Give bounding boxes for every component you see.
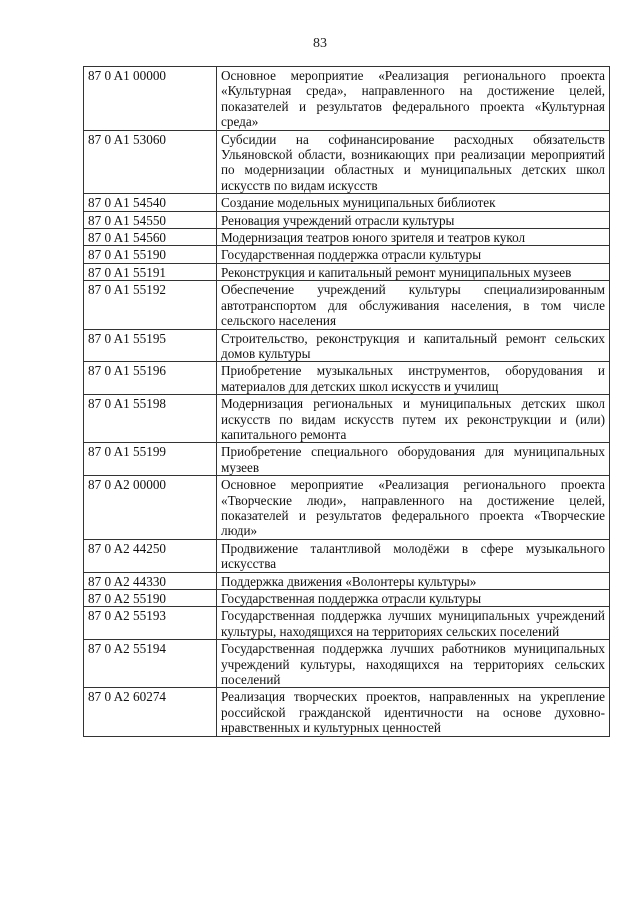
table-row [84,395,610,443]
table-row [84,688,610,736]
table-row [84,607,610,640]
table-row [84,130,610,194]
row-description: Модернизация региональных и муниципальных детских школ искусств по видам искусств путем их реконструкции и (или) капитального ремонта [217,395,610,443]
table-row [84,229,610,246]
row-description: Поддержка движения «Волонтеры культуры» [217,572,610,589]
row-description: Основное мероприятие «Реализация регионального проекта «Культурная среда», направленного на достижение целей, показателей и результатов федерального проекта «Культурная среда» [217,67,610,131]
budget-classification-table [83,66,610,737]
row-description: Реализация творческих проектов, направленных на укрепление российской гражданской идентичности на основе духовно-нравственных и культурных ценностей [217,688,610,736]
row-code: 87 0 A1 54560 [84,229,217,246]
row-code: 87 0 A1 55198 [84,395,217,443]
row-code: 87 0 A2 44330 [84,572,217,589]
row-code: 87 0 A1 55195 [84,329,217,362]
table-row [84,362,610,395]
table-row [84,246,610,263]
table-row [84,572,610,589]
table-row [84,590,610,607]
row-description: Обеспечение учреждений культуры специализированным автотранспортом для обслуживания населения, в том числе сельского населения [217,281,610,329]
row-code: 87 0 A1 00000 [84,67,217,131]
row-code: 87 0 A2 55190 [84,590,217,607]
row-code: 87 0 A1 54540 [84,194,217,211]
row-description: Модернизация театров юного зрителя и театров кукол [217,229,610,246]
row-description: Приобретение специального оборудования для муниципальных музеев [217,443,610,476]
row-code: 87 0 A2 44250 [84,539,217,572]
row-code: 87 0 A2 00000 [84,476,217,540]
table-row [84,329,610,362]
row-description: Государственная поддержка лучших работников муниципальных учреждений культуры, находящихся на территориях сельских поселений [217,640,610,688]
row-description: Государственная поддержка лучших муниципальных учреждений культуры, находящихся на территориях сельских поселений [217,607,610,640]
row-description: Государственная поддержка отрасли культуры [217,246,610,263]
table-row [84,443,610,476]
row-description: Реконструкция и капитальный ремонт муниципальных музеев [217,263,610,280]
row-description: Основное мероприятие «Реализация регионального проекта «Творческие люди», направленного на достижение целей, показателей и результатов федерального проекта «Творческие люди» [217,476,610,540]
row-code: 87 0 A1 53060 [84,130,217,194]
page-number: 83 [313,36,327,51]
table-body [84,67,610,737]
row-code: 87 0 A2 55193 [84,607,217,640]
row-code: 87 0 A1 54550 [84,211,217,228]
table-row [84,539,610,572]
row-description: Продвижение талантливой молодёжи в сфере музыкального искусства [217,539,610,572]
row-code: 87 0 A1 55199 [84,443,217,476]
row-description: Приобретение музыкальных инструментов, оборудования и материалов для детских школ искусств и училищ [217,362,610,395]
table-row [84,211,610,228]
table-row [84,281,610,329]
row-code: 87 0 A1 55191 [84,263,217,280]
table-row [84,640,610,688]
row-description: Строительство, реконструкция и капитальный ремонт сельских домов культуры [217,329,610,362]
table-row [84,476,610,540]
row-description: Создание модельных муниципальных библиотек [217,194,610,211]
table-row [84,67,610,131]
row-description: Субсидии на софинансирование расходных обязательств Ульяновской области, возникающих при реализации мероприятий по модернизации областных и муниципальных детских школ искусств по видам искусств [217,130,610,194]
row-code: 87 0 A1 55196 [84,362,217,395]
row-description: Реновация учреждений отрасли культуры [217,211,610,228]
row-description: Государственная поддержка отрасли культуры [217,590,610,607]
table-row [84,194,610,211]
row-code: 87 0 A2 60274 [84,688,217,736]
row-code: 87 0 A2 55194 [84,640,217,688]
row-code: 87 0 A1 55190 [84,246,217,263]
table-row [84,263,610,280]
row-code: 87 0 A1 55192 [84,281,217,329]
